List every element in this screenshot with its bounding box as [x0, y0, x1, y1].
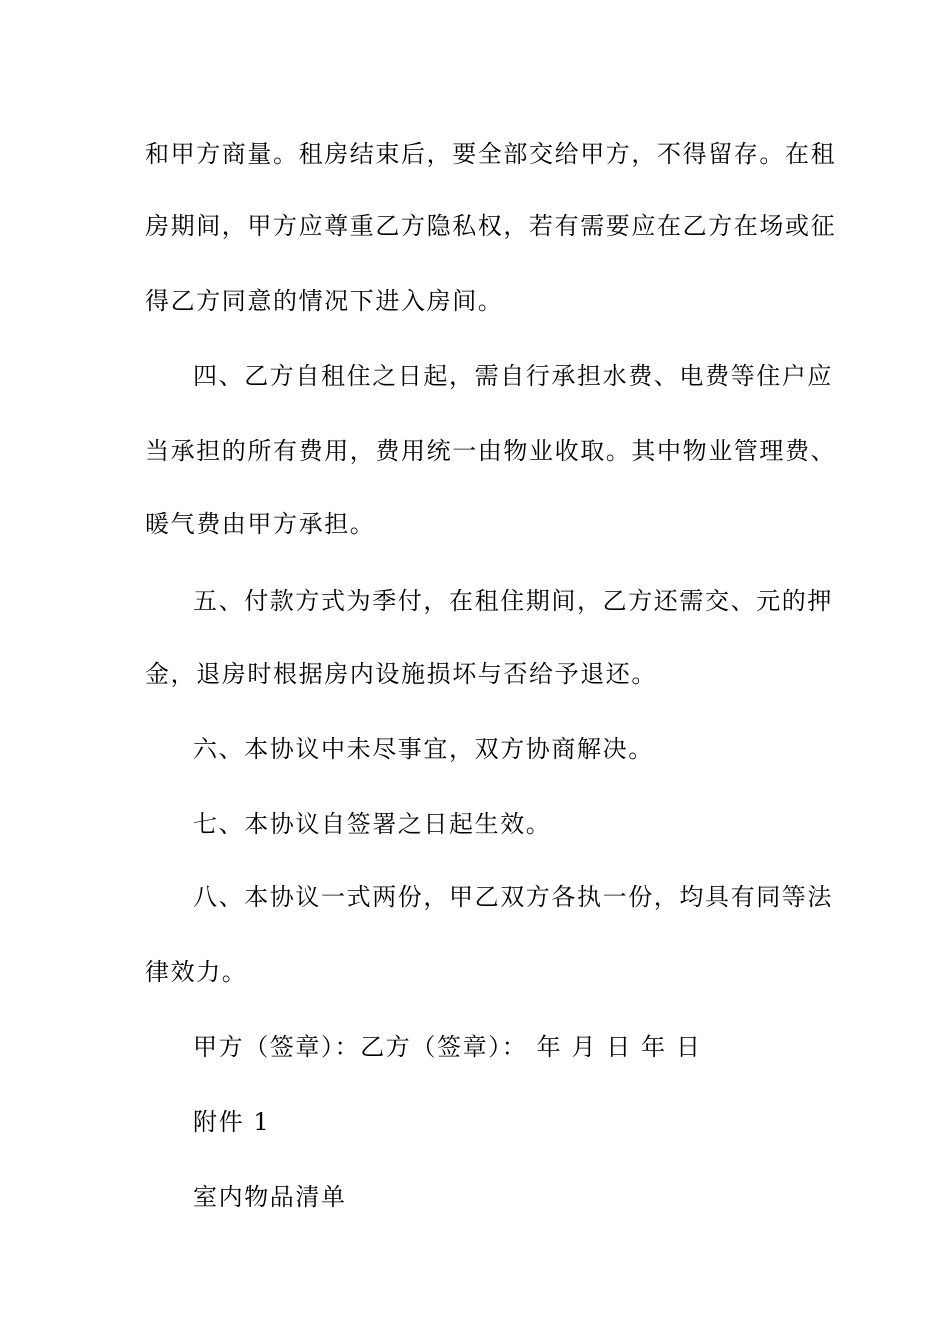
attachment-title: 室内物品清单: [193, 1183, 347, 1211]
clause-7: 七、本协议自签署之日起生效。: [193, 810, 552, 838]
paragraph-3-line-2: 房期间，甲方应尊重乙方隐私权，若有需要应在乙方在场或征: [145, 212, 837, 240]
clause-4-line-1: 四、乙方自租住之日起，需自行承担水费、电费等住户应: [193, 362, 833, 390]
clause-4-line-3: 暖气费由甲方承担。: [145, 510, 376, 538]
clause-6: 六、本协议中未尽事宜，双方协商解决。: [193, 735, 654, 763]
clause-4-line-2: 当承担的所有费用，费用统一由物业收取。其中物业管理费、: [145, 437, 837, 465]
clause-8-line-1: 八、本协议一式两份，甲乙双方各执一份，均具有同等法: [193, 883, 833, 911]
signature-line: 甲方（签章）：乙方（签章）： 年 月 日 年 日: [193, 1033, 702, 1061]
clause-5-line-1: 五、付款方式为季付，在租住期间，乙方还需交、元的押: [193, 587, 833, 615]
paragraph-3-line-3: 得乙方同意的情况下进入房间。: [145, 287, 504, 315]
paragraph-3-line-1: 和甲方商量。租房结束后，要全部交给甲方，不得留存。在租: [145, 140, 837, 168]
clause-5-line-2: 金，退房时根据房内设施损坏与否给予退还。: [145, 660, 657, 688]
attachment-label: 附件 1: [193, 1108, 271, 1136]
clause-8-line-2: 律效力。: [145, 958, 248, 986]
